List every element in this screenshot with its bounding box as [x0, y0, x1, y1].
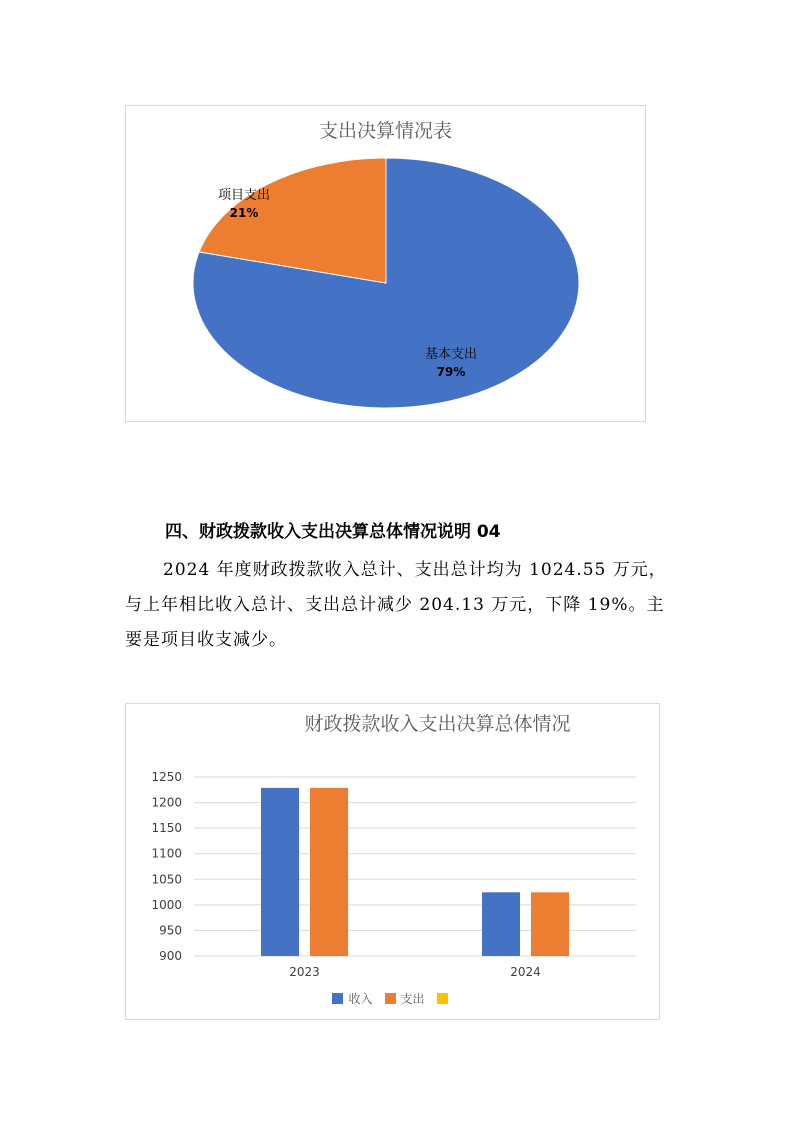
bar-2023-收入 — [261, 788, 299, 956]
legend-label: 支出 — [400, 992, 425, 1006]
legend-item — [332, 990, 372, 1007]
bar-chart-legend — [126, 990, 659, 1007]
legend-swatch — [385, 993, 396, 1004]
pie-slice-percent-label: 79% — [436, 365, 466, 379]
bar-chart-title: 财政拨款收入支出决算总体情况 — [304, 713, 571, 735]
y-tick-label: 950 — [159, 923, 182, 938]
x-category-label: 2023 — [289, 965, 320, 979]
pie-chart-plot — [126, 106, 645, 421]
bar-2024-支出 — [531, 892, 569, 956]
x-category-label: 2024 — [510, 965, 541, 979]
section-heading: 四、财政拨款收入支出决算总体情况说明 04 — [165, 522, 501, 542]
pie-chart — [125, 105, 646, 422]
bar-2024-收入 — [482, 892, 520, 956]
legend-swatch — [332, 993, 343, 1004]
y-tick-label: 1200 — [151, 795, 182, 810]
legend-item — [385, 990, 425, 1007]
y-tick-label: 1150 — [151, 821, 182, 836]
pie-chart-title: 支出决算情况表 — [318, 120, 452, 142]
y-tick-label: 1000 — [151, 897, 182, 912]
bar-chart-plot — [126, 704, 659, 1019]
legend-label: 收入 — [348, 992, 373, 1006]
pie-slice-name-label: 项目支出 — [217, 188, 271, 203]
bar-chart — [125, 703, 660, 1020]
y-tick-label: 1100 — [151, 846, 182, 861]
legend-swatch — [437, 993, 448, 1004]
y-tick-label: 1050 — [151, 872, 182, 887]
y-tick-label: 1250 — [151, 770, 182, 784]
pie-slice-percent-label: 21% — [229, 206, 259, 220]
legend-item — [437, 993, 453, 1004]
y-tick-label: 900 — [159, 949, 182, 963]
bar-2023-支出 — [310, 788, 348, 956]
section-paragraph: 2024 年度财政拨款收入总计、支出总计均为 1024.55 万元，与上年相比收入总计、支出总计减少 204.13 万元，下降 19%。主要是项目收支减少。 — [125, 560, 667, 650]
pie-slice-name-label: 基本支出 — [424, 347, 478, 362]
